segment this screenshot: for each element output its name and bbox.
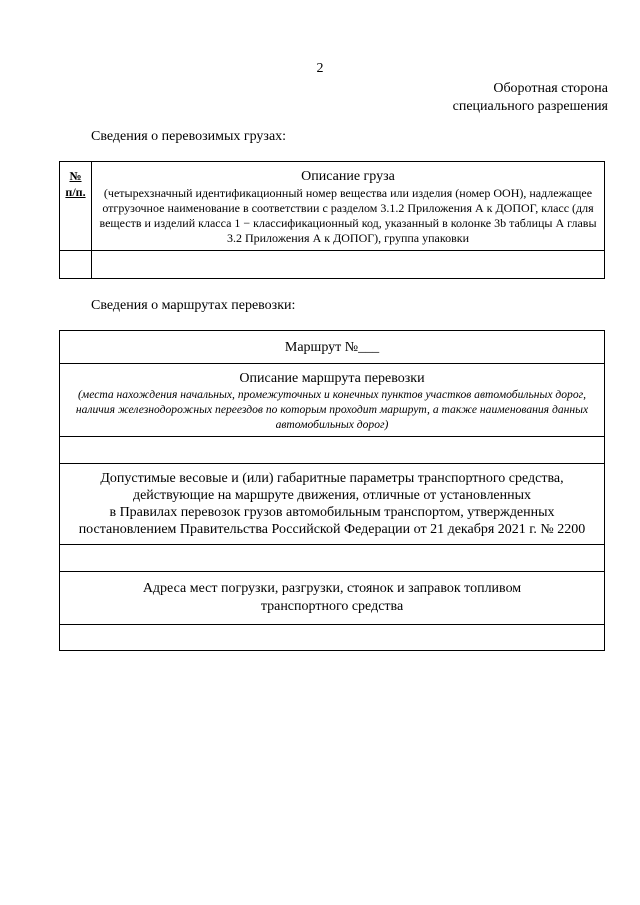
route-params-line-4: постановлением Правительства Российской Федерации от 21 декабря 2021 г. № 2200 [78, 522, 586, 537]
cargo-desc-subtitle: (четырехзначный идентификационный номер вещества или изделия (номер ООН), надлежащее отгрузочное наименование в соответствии с разделом 3.1.2 Приложения А к ДОПОГ, класс (для веществ и изделий класса 1 − классификационный код, указанный в колонке 3b таблицы А главы 3.2 Приложения А к ДОПОГ), группа упаковки [99, 186, 597, 245]
route-params-line-2: действующие на маршруте движения, отличные от установленных [132, 488, 532, 503]
route-desc-subtitle: (места нахождения начальных, промежуточных и конечных пунктов участков автомобильных дорог, наличия железнодорожных переездов по которым проходит маршрут, а также наименования данных автомобильных дорог) [75, 388, 589, 431]
route-number-row [60, 331, 605, 364]
route-addresses-header-row [60, 572, 605, 625]
route-desc-header [60, 364, 605, 437]
page-number: 2 [316, 61, 324, 76]
route-desc-header-row [60, 364, 605, 437]
route-params-value-cell[interactable] [60, 545, 605, 572]
route-params-value-row [60, 545, 605, 572]
cargo-table-row [60, 251, 605, 279]
cargo-desc-cell[interactable] [92, 251, 605, 279]
cargo-num-header-line2: п/п. [65, 185, 86, 199]
cargo-section-title: Сведения о перевозимых грузах: [91, 129, 287, 144]
cargo-num-header-line1: № [69, 169, 82, 183]
route-addresses-value-row [60, 625, 605, 651]
cargo-desc-title: Описание груза [301, 169, 395, 184]
route-addresses-line-2: транспортного средства [260, 599, 404, 614]
cargo-num-header [60, 162, 92, 251]
route-desc-title: Описание маршрута перевозки [239, 371, 425, 386]
route-addresses-header [60, 572, 605, 625]
cargo-table-header-row [60, 162, 605, 251]
route-params-line-3: в Правилах перевозок грузов автомобильным транспортом, утвержденных [109, 505, 555, 520]
document-header [453, 80, 608, 116]
route-params-line-1: Допустимые весовые и (или) габаритные параметры транспортного средства, [100, 471, 564, 486]
route-number-label: Маршрут №___ [60, 331, 605, 364]
route-addresses-line-1: Адреса мест погрузки, разгрузки, стоянок и заправок топливом [142, 581, 522, 596]
route-section-title: Сведения о маршрутах перевозки: [91, 298, 296, 313]
route-params-header [60, 464, 605, 545]
route-desc-value-cell[interactable] [60, 437, 605, 464]
cargo-num-cell[interactable] [60, 251, 92, 279]
route-params-header-row [60, 464, 605, 545]
header-line-2: специального разрешения [452, 99, 608, 114]
route-table [59, 330, 605, 651]
header-line-1: Оборотная сторона [493, 81, 608, 96]
cargo-desc-header [92, 162, 605, 251]
route-addresses-value-cell[interactable] [60, 625, 605, 651]
cargo-table [59, 161, 605, 279]
route-desc-value-row [60, 437, 605, 464]
